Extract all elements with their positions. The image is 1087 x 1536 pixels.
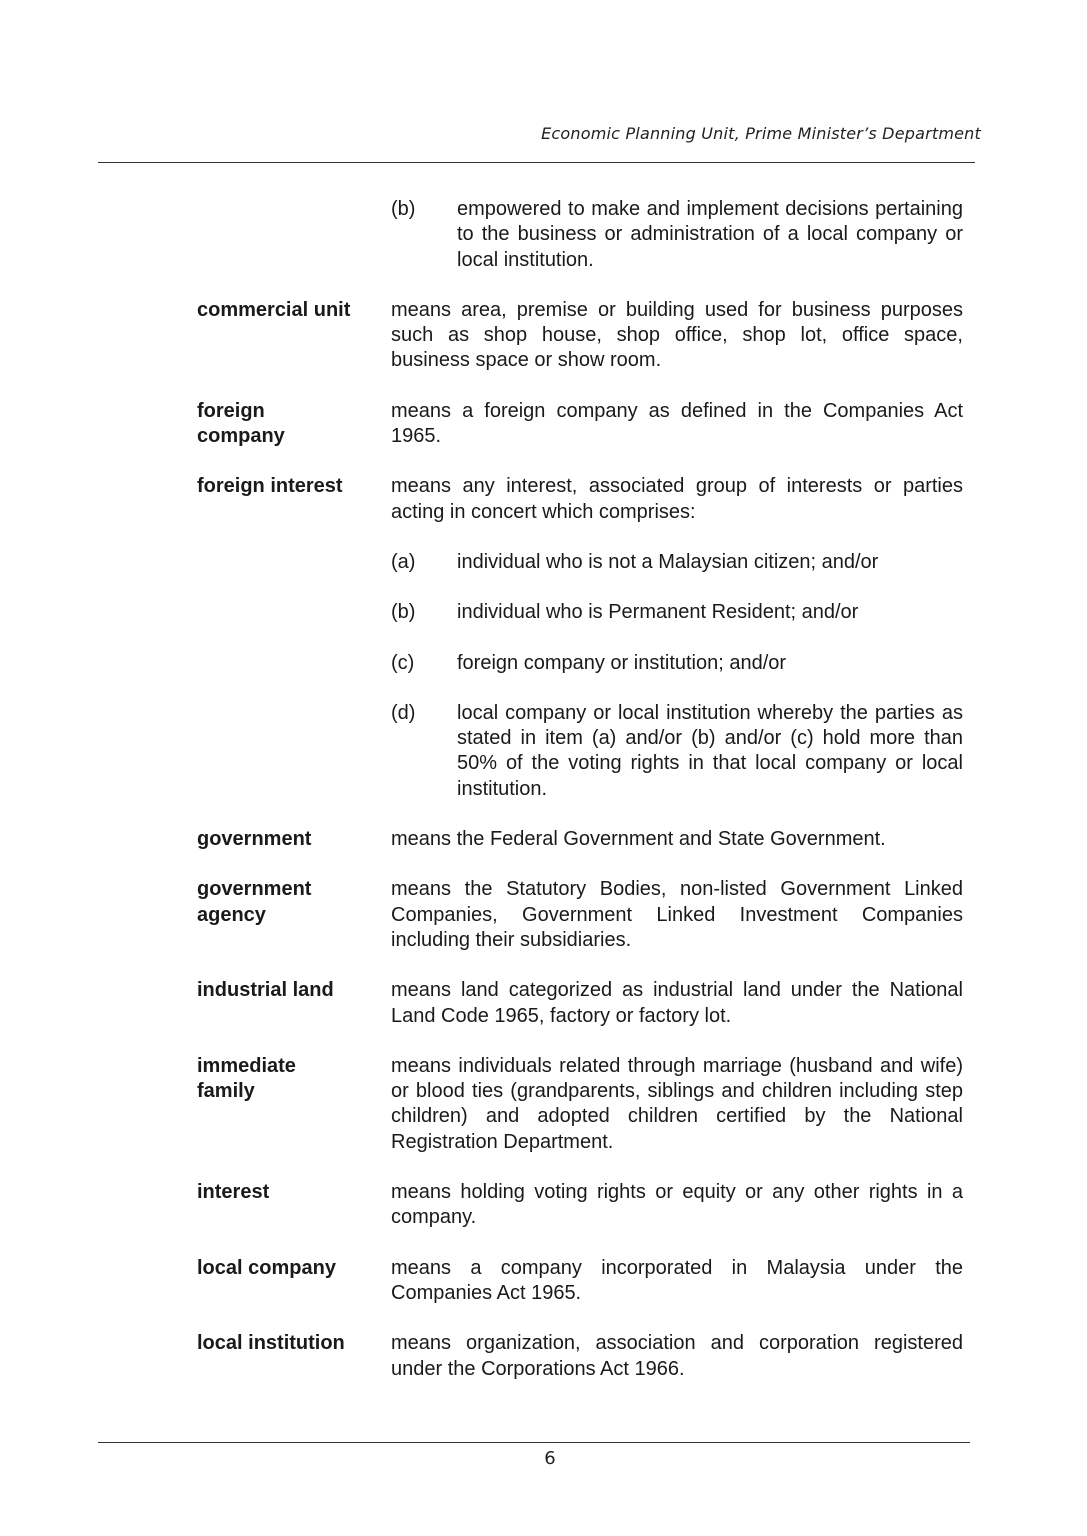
- definition-term: government: [197, 828, 312, 851]
- list-item: [391, 550, 963, 575]
- list-item-text: empowered to make and implement decisions pertaining to the business or administration of a local company or local institution.: [457, 198, 963, 271]
- list-marker: (b): [391, 601, 416, 624]
- definition-immediate-family: [197, 1054, 963, 1155]
- definition-term: foreign interest: [197, 475, 343, 498]
- definition-text: means any interest, associated group of interests or parties acting in concert which comprises:: [391, 475, 963, 523]
- definition-local-institution: [197, 1331, 963, 1382]
- list-item-text: individual who is Permanent Resident; and/or: [457, 601, 859, 624]
- list-item-text: local company or local institution whereby the parties as stated in item (a) and/or (b) and/or (c) hold more than 50% of the voting rights in that local company or local institution.: [457, 701, 963, 800]
- definition-text: means a foreign company as defined in the Companies Act 1965.: [391, 399, 963, 448]
- definition-industrial-land: [197, 978, 963, 1029]
- page-header: Economic Planning Unit, Prime Minister’s Department: [541, 124, 981, 143]
- definition-term: commercial unit: [197, 298, 351, 321]
- header-rule: [98, 162, 975, 163]
- list-item: [391, 651, 963, 676]
- list-item: [391, 600, 963, 625]
- list-marker: (a): [391, 550, 416, 573]
- list-item-text: individual who is not a Malaysian citizen; and/or: [457, 550, 879, 573]
- footer-rule: [98, 1442, 970, 1443]
- definition-text: means the Federal Government and State Government.: [391, 828, 886, 851]
- definition-term: industrial land: [197, 979, 334, 1002]
- definition-commercial-unit: [197, 298, 963, 374]
- definition-text: means organization, association and corporation registered under the Corporations Act 1966.: [391, 1332, 963, 1380]
- definition-interest: [197, 1180, 963, 1231]
- definition-text: means a company incorporated in Malaysia under the Companies Act 1965.: [391, 1256, 963, 1304]
- definition-text: means area, premise or building used for business purposes such as shop house, shop office, shop lot, office space, business space or show room.: [391, 298, 963, 372]
- page-number: 6: [544, 1448, 556, 1469]
- list-marker: (d): [391, 701, 416, 724]
- definition-term: local institution: [197, 1332, 345, 1355]
- list-item: [391, 701, 963, 802]
- definition-text: means individuals related through marriage (husband and wife) or blood ties (grandparents, siblings and children including step children) and adopted children certified by the National Registration Department.: [391, 1054, 963, 1153]
- definition-text: means land categorized as industrial land under the National Land Code 1965, factory or factory lot.: [391, 979, 963, 1027]
- definition-government: [197, 827, 963, 852]
- definition-term: foreign company: [197, 399, 285, 448]
- definition-term: local company: [197, 1256, 336, 1279]
- list-marker: (b): [391, 198, 416, 220]
- definition-text: means holding voting rights or equity or any other rights in a company.: [391, 1181, 963, 1229]
- definition-term: interest: [197, 1181, 270, 1204]
- definition-term: government agency: [197, 878, 312, 926]
- list-item-text: foreign company or institution; and/or: [457, 651, 787, 674]
- definition-local-company: [197, 1256, 963, 1307]
- definition-foreign-company: [197, 399, 963, 450]
- definition-text: means the Statutory Bodies, non-listed Government Linked Companies, Government Linked Investment Companies including their subsidiaries.: [391, 878, 963, 951]
- definitions-content: [197, 197, 963, 1407]
- definition-foreign-interest: [197, 474, 963, 802]
- definition-government-agency: [197, 877, 963, 953]
- list-marker: (c): [391, 651, 415, 674]
- continued-list-item: [391, 197, 963, 273]
- definition-term: immediate family: [197, 1054, 296, 1103]
